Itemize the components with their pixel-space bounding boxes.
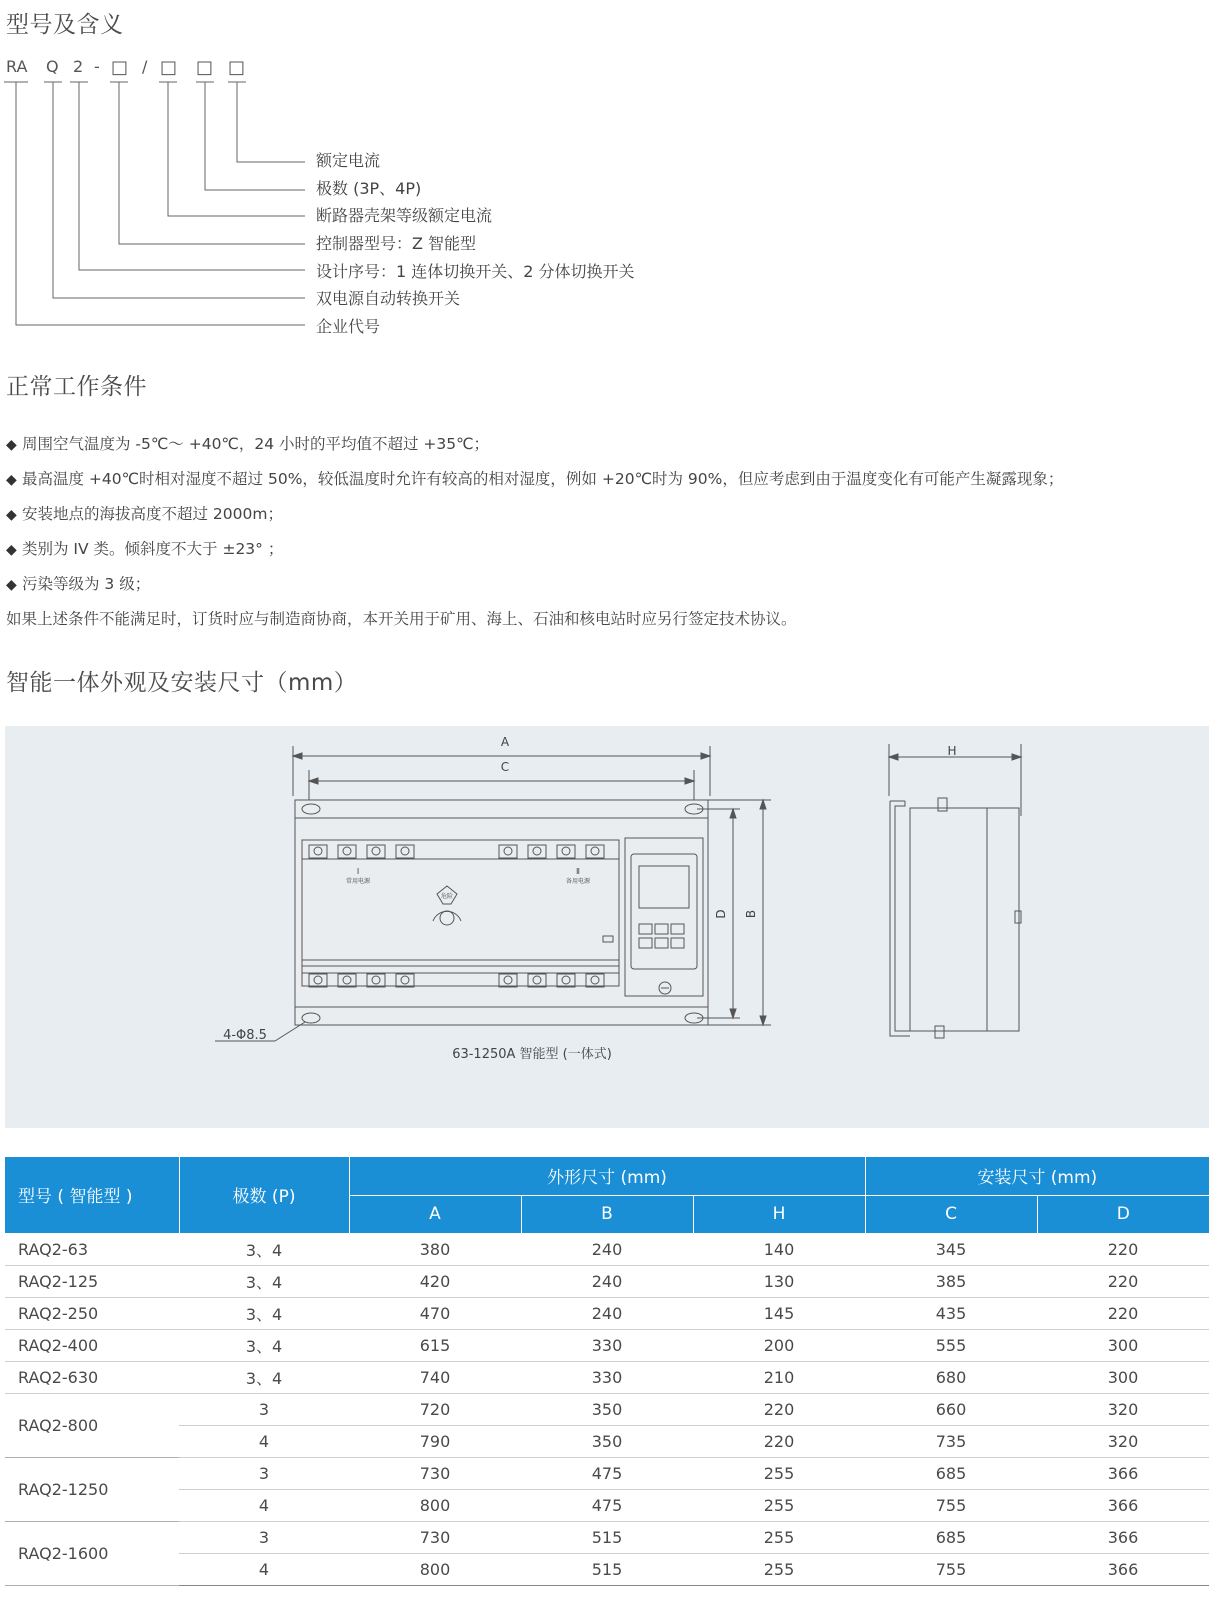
table-row: [5, 1393, 1209, 1425]
header-model: 型号 ( 智能型 ): [5, 1157, 179, 1233]
condition-item: ◆ 最高温度 +40℃时相对湿度不超过 50%，较低温度时允许有较高的相对湿度，例如 +20℃时为 90%，但应考虑到由于温度变化有可能产生凝露现象；: [6, 470, 1064, 488]
cell-h: 255: [693, 1521, 865, 1553]
cell-poles: 4: [179, 1553, 349, 1585]
meaning-frame-current: 断路器壳架等级额定电流: [316, 206, 493, 225]
drawing-caption: 63-1250A 智能型 (一体式): [452, 1047, 612, 1062]
condition-item: ◆ 污染等级为 3 级；: [6, 575, 151, 593]
diamond-bullet-icon: ◆: [6, 507, 17, 523]
header-c: C: [865, 1195, 1037, 1233]
table-row: [5, 1425, 1209, 1457]
cell-h: 255: [693, 1489, 865, 1521]
dim-label-h: H: [947, 744, 957, 758]
cell-a: 720: [349, 1393, 521, 1425]
cell-d: 366: [1037, 1521, 1209, 1553]
code-part-box-1: □: [111, 57, 129, 78]
cell-d: 300: [1037, 1361, 1209, 1393]
header-b: B: [521, 1195, 693, 1233]
cell-c: 660: [865, 1393, 1037, 1425]
condition-item: ◆ 类别为 IV 类。倾斜度不大于 ±23° ；: [6, 540, 284, 558]
meaning-ats: 双电源自动转换开关: [316, 289, 461, 308]
model-leader-lines: [4, 82, 305, 325]
code-part-box-3: □: [196, 57, 214, 78]
cell-c: 680: [865, 1361, 1037, 1393]
model-code-diagram: [0, 50, 700, 350]
warning-label: 危险: [440, 893, 454, 900]
cell-c: 385: [865, 1265, 1037, 1297]
cell-b: 350: [521, 1425, 693, 1457]
cell-h: 255: [693, 1553, 865, 1585]
cell-a: 800: [349, 1489, 521, 1521]
hole-label: 4-Φ8.5: [223, 1028, 267, 1043]
header-d: D: [1037, 1195, 1209, 1233]
cell-poles: 4: [179, 1489, 349, 1521]
cell-model: RAQ2-400: [5, 1329, 179, 1361]
drawing-panel: [5, 726, 1209, 1128]
meaning-controller: 控制器型号：Z 智能型: [316, 234, 477, 253]
cell-poles: 3: [179, 1393, 349, 1425]
header-install-dims: 安装尺寸 (mm): [865, 1157, 1209, 1195]
cell-b: 475: [521, 1457, 693, 1489]
cell-a: 740: [349, 1361, 521, 1393]
section-title-dimensions: 智能一体外观及安装尺寸（mm）: [6, 670, 358, 696]
diamond-bullet-icon: ◆: [6, 437, 17, 453]
table-row: [5, 1297, 1209, 1329]
cell-b: 240: [521, 1297, 693, 1329]
meaning-poles: 极数 (3P、4P): [316, 179, 422, 198]
code-part-2: 2: [73, 57, 84, 76]
section-title-conditions: 正常工作条件: [6, 374, 147, 400]
cell-poles: 3、4: [179, 1265, 349, 1297]
cell-d: 220: [1037, 1233, 1209, 1265]
label-source-i-sub: 常用电源: [345, 878, 371, 885]
cell-b: 515: [521, 1553, 693, 1585]
table-row: [5, 1553, 1209, 1585]
header-h: H: [693, 1195, 865, 1233]
cell-h: 140: [693, 1233, 865, 1265]
diamond-bullet-icon: ◆: [6, 577, 17, 593]
cell-a: 380: [349, 1233, 521, 1265]
dim-label-c: C: [500, 760, 510, 774]
cell-a: 420: [349, 1265, 521, 1297]
cell-poles: 3: [179, 1457, 349, 1489]
cell-d: 366: [1037, 1457, 1209, 1489]
cell-h: 220: [693, 1425, 865, 1457]
cell-c: 755: [865, 1553, 1037, 1585]
cell-a: 730: [349, 1521, 521, 1553]
table-row: [5, 1265, 1209, 1297]
cell-a: 790: [349, 1425, 521, 1457]
label-source-ii: Ⅱ: [576, 867, 580, 876]
header-outer-dims: 外形尺寸 (mm): [349, 1157, 865, 1195]
diamond-bullet-icon: ◆: [6, 542, 17, 558]
cell-poles: 3、4: [179, 1233, 349, 1265]
meaning-rated-current: 额定电流: [316, 151, 381, 170]
code-part-q: Q: [46, 57, 59, 76]
cell-model: RAQ2-1250: [5, 1457, 179, 1521]
spec-table: [5, 1157, 1209, 1586]
cell-h: 200: [693, 1329, 865, 1361]
cell-b: 240: [521, 1233, 693, 1265]
table-row: [5, 1457, 1209, 1489]
cell-model: RAQ2-800: [5, 1393, 179, 1457]
dim-label-d: D: [714, 909, 728, 919]
header-a: A: [349, 1195, 521, 1233]
meaning-design-no: 设计序号：1 连体切换开关、2 分体切换开关: [316, 262, 635, 281]
cell-b: 515: [521, 1521, 693, 1553]
cell-a: 800: [349, 1553, 521, 1585]
cell-poles: 3、4: [179, 1297, 349, 1329]
cell-b: 350: [521, 1393, 693, 1425]
label-source-i: Ⅰ: [356, 867, 360, 876]
cell-b: 330: [521, 1361, 693, 1393]
cell-d: 366: [1037, 1553, 1209, 1585]
label-source-ii-sub: 备用电源: [565, 878, 591, 885]
cell-c: 555: [865, 1329, 1037, 1361]
cell-h: 255: [693, 1457, 865, 1489]
cell-poles: 3、4: [179, 1329, 349, 1361]
header-poles: 极数 (P): [179, 1157, 349, 1233]
table-row: [5, 1521, 1209, 1553]
dim-label-b: B: [744, 909, 758, 919]
cell-poles: 3: [179, 1521, 349, 1553]
code-part-dash: -: [94, 57, 100, 76]
cell-model: RAQ2-63: [5, 1233, 179, 1265]
condition-item: ◆ 安装地点的海拔高度不超过 2000m；: [6, 505, 283, 523]
cell-model: RAQ2-250: [5, 1297, 179, 1329]
cell-b: 240: [521, 1265, 693, 1297]
cell-d: 300: [1037, 1329, 1209, 1361]
meaning-enterprise-code: 企业代号: [316, 317, 381, 336]
cell-d: 366: [1037, 1489, 1209, 1521]
cell-c: 685: [865, 1521, 1037, 1553]
cell-b: 475: [521, 1489, 693, 1521]
cell-b: 330: [521, 1329, 693, 1361]
cell-a: 730: [349, 1457, 521, 1489]
code-part-ra: RA: [6, 57, 28, 76]
diamond-bullet-icon: ◆: [6, 472, 17, 488]
code-part-slash: /: [142, 57, 148, 76]
cell-c: 345: [865, 1233, 1037, 1265]
cell-c: 755: [865, 1489, 1037, 1521]
cell-d: 220: [1037, 1297, 1209, 1329]
cell-h: 220: [693, 1393, 865, 1425]
cell-d: 320: [1037, 1425, 1209, 1457]
cell-a: 470: [349, 1297, 521, 1329]
cell-poles: 4: [179, 1425, 349, 1457]
cell-c: 735: [865, 1425, 1037, 1457]
cell-d: 220: [1037, 1265, 1209, 1297]
cell-a: 615: [349, 1329, 521, 1361]
cell-h: 130: [693, 1265, 865, 1297]
table-row: [5, 1489, 1209, 1521]
table-row: [5, 1233, 1209, 1265]
cell-h: 145: [693, 1297, 865, 1329]
cell-model: RAQ2-1600: [5, 1521, 179, 1585]
cell-d: 320: [1037, 1393, 1209, 1425]
code-part-box-2: □: [160, 57, 178, 78]
cell-poles: 3、4: [179, 1361, 349, 1393]
cell-c: 435: [865, 1297, 1037, 1329]
cell-c: 685: [865, 1457, 1037, 1489]
cell-h: 210: [693, 1361, 865, 1393]
code-part-box-4: □: [228, 57, 246, 78]
cell-model: RAQ2-125: [5, 1265, 179, 1297]
table-row: [5, 1361, 1209, 1393]
dim-label-a: A: [500, 735, 510, 749]
section-title-model: 型号及含义: [6, 12, 124, 38]
condition-note: 如果上述条件不能满足时，订货时应与制造商协商，本开关用于矿用、海上、石油和核电站时应另行签定技术协议。: [6, 610, 797, 628]
condition-item: ◆ 周围空气温度为 -5℃～ +40℃，24 小时的平均值不超过 +35℃；: [6, 435, 490, 453]
cell-model: RAQ2-630: [5, 1361, 179, 1393]
table-row: [5, 1329, 1209, 1361]
technical-drawing: [5, 726, 1209, 1128]
